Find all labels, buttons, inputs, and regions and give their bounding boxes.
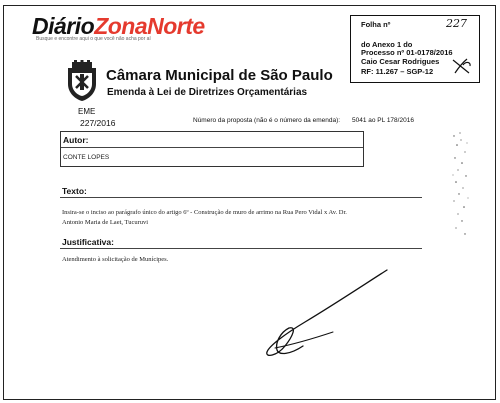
justificativa-value: Atendimento à solicitação de Munícipes. xyxy=(62,256,169,263)
autor-box xyxy=(60,131,364,167)
stamp-initials-signature xyxy=(451,56,473,76)
camara-seal-icon xyxy=(62,60,102,102)
stamp-line-rf: RF: 11.267 – SGP-12 xyxy=(361,67,434,76)
autor-value: CONTE LOPES xyxy=(63,154,110,161)
texto-line-1: Insira-se o inciso ao parágrafo único do artigo 6º - Construção de muro de arrimo na Rua Pero Vidal x Av. Dr. xyxy=(62,209,347,216)
stamp-line-anexo: do Anexo 1 do xyxy=(361,40,413,49)
doc-subtitle: Emenda à Lei de Diretrizes Orçamentárias xyxy=(107,87,308,98)
justificativa-divider xyxy=(60,248,422,249)
autor-label: Autor: xyxy=(63,135,89,145)
proposal-number-label: Número da proposta (não é o número da emenda): xyxy=(193,117,341,124)
justificativa-label: Justificativa: xyxy=(62,237,114,247)
proposal-number-value: 5041 ao PL 178/2016 xyxy=(352,117,414,124)
handwritten-signature xyxy=(255,262,395,362)
masthead-part1: Diário xyxy=(32,13,95,39)
scan-noise-mark xyxy=(450,130,472,240)
stamp-line-processo: Processo nº 01-0178/2016 xyxy=(361,48,453,57)
stamp-line-nome: Caio Cesar Rodrigues xyxy=(361,57,440,66)
masthead-part2: ZonaNorte xyxy=(94,13,205,39)
org-title: Câmara Municipal de São Paulo xyxy=(106,67,333,84)
emenda-number: 227/2016 xyxy=(80,118,116,128)
eme-code: EME xyxy=(78,107,96,116)
texto-divider xyxy=(60,197,422,198)
autor-divider xyxy=(61,147,363,148)
texto-line-2: Antonio Maria de Laet, Tucuruvi xyxy=(62,219,149,226)
texto-label: Texto: xyxy=(62,186,87,196)
masthead-tagline: Busque e encontre aqui o que você não acha por aí xyxy=(36,36,151,42)
folha-stamp xyxy=(350,15,480,83)
folha-label: Folha nº xyxy=(361,20,391,29)
newspaper-masthead xyxy=(32,15,205,38)
folha-number: 227 xyxy=(446,17,467,30)
